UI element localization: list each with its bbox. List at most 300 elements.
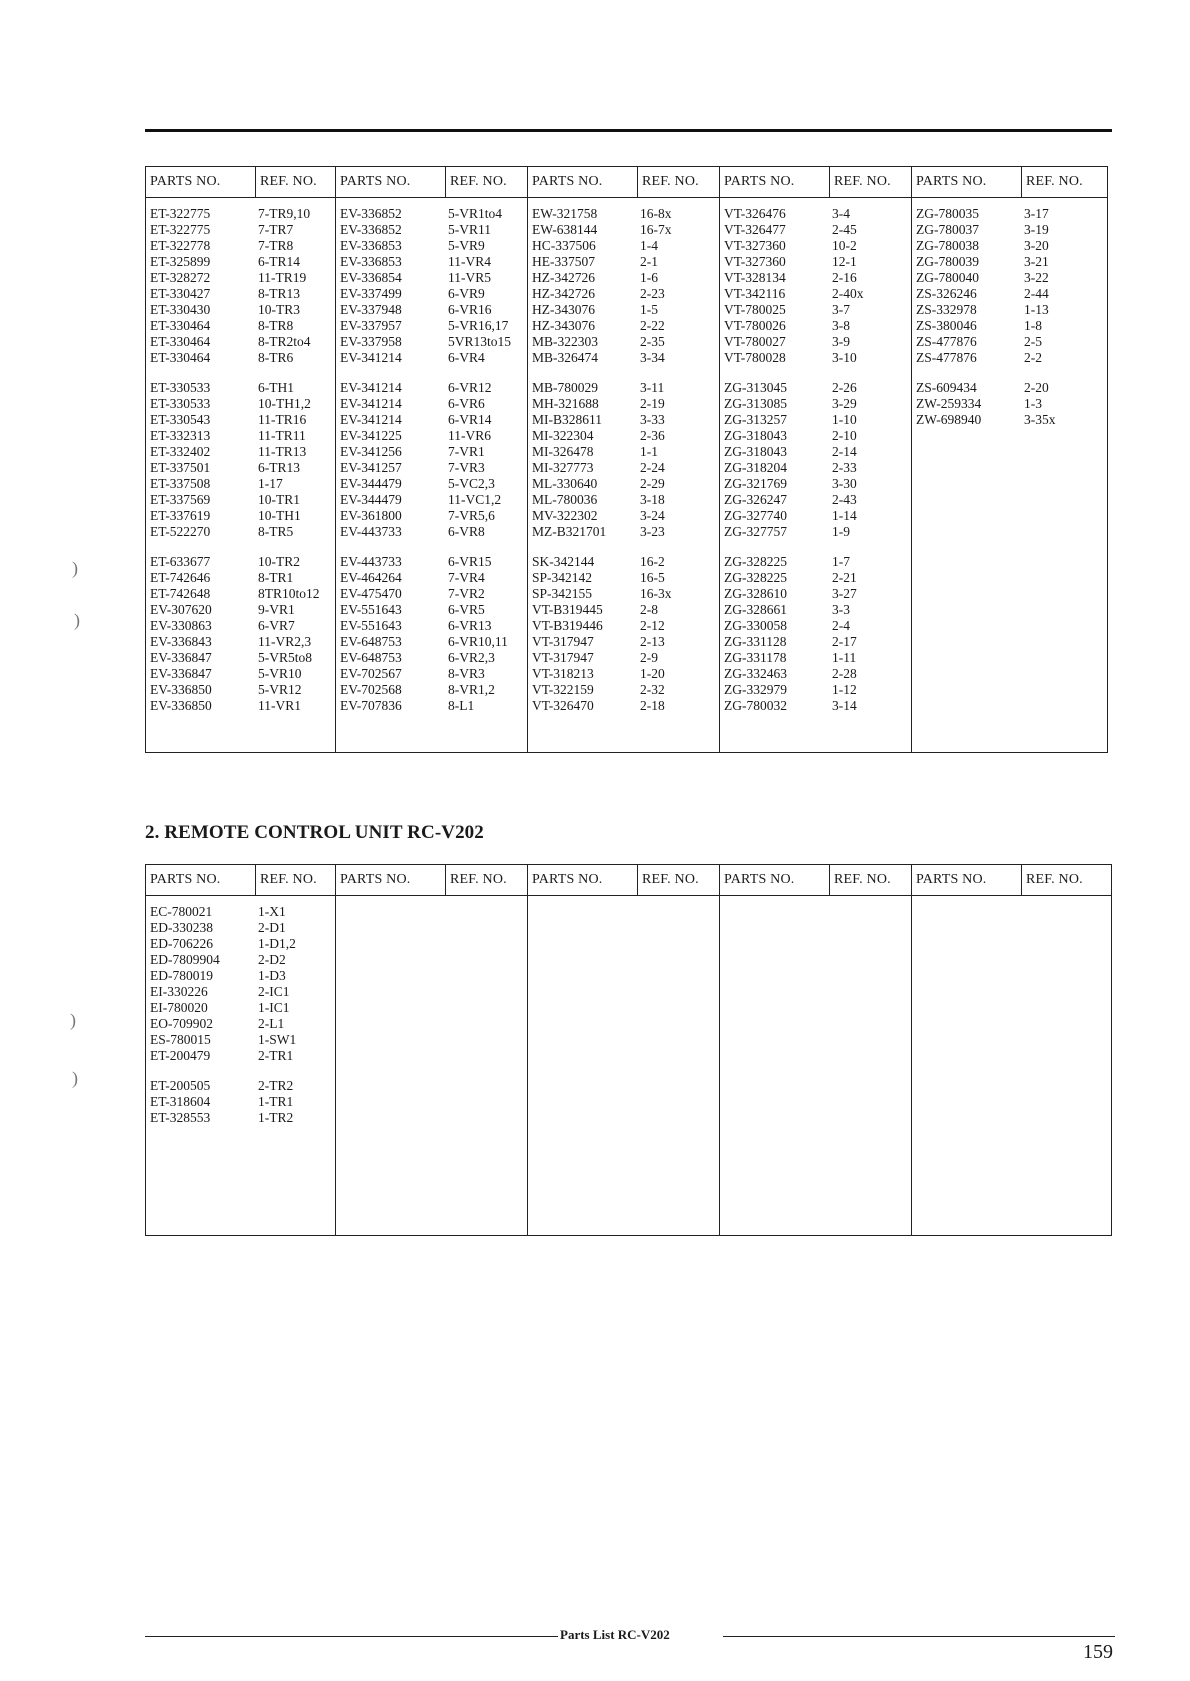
- ref-no: 3-29: [832, 396, 857, 411]
- table-row: [340, 380, 527, 396]
- margin-punch-mark: ): [74, 610, 80, 630]
- parts-no: EV-702567: [340, 666, 402, 681]
- table-row: [340, 492, 527, 508]
- parts-no: VT-317947: [532, 650, 594, 665]
- ref-no: 11-TR13: [258, 444, 307, 459]
- parts-no: EV-702568: [340, 682, 402, 697]
- parts-no: ZG-313257: [724, 412, 787, 427]
- parts-no: ZG-318204: [724, 460, 787, 475]
- ref-no: 1-8: [1024, 318, 1042, 333]
- parts-no: ZS-477876: [916, 334, 977, 349]
- parts-no: ET-330464: [150, 334, 211, 349]
- ref-no: 5-VR1to4: [448, 206, 502, 221]
- parts-no: ZG-780037: [916, 222, 979, 237]
- parts-no: ET-332313: [150, 428, 211, 443]
- ref-no: 2-13: [640, 634, 665, 649]
- table-row: [340, 698, 527, 714]
- table-row: [724, 350, 911, 366]
- ref-no: 8-TR5: [258, 524, 294, 539]
- parts-no: ET-322778: [150, 238, 211, 253]
- ref-no: 12-1: [832, 254, 857, 269]
- table-row: [150, 698, 335, 714]
- ref-no: 7-VR1: [448, 444, 485, 459]
- table-row: [724, 682, 911, 698]
- parts-no: EV-344479: [340, 492, 402, 507]
- parts-no: ET-337508: [150, 476, 211, 491]
- ref-no: 7-VR3: [448, 460, 485, 475]
- table-row: [150, 1094, 335, 1110]
- parts-no: EI-780020: [150, 1000, 208, 1015]
- page-number: 159: [1083, 1641, 1113, 1663]
- ref-no: 11-VC1,2: [448, 492, 502, 507]
- table-row: [724, 602, 911, 618]
- parts-no: ZG-780040: [916, 270, 979, 285]
- parts-no: EV-336850: [150, 682, 212, 697]
- ref-no: 2-32: [640, 682, 665, 697]
- ref-no: 1-11: [832, 650, 857, 665]
- parts-no: EV-341225: [340, 428, 402, 443]
- parts-no: ET-330533: [150, 380, 211, 395]
- table-row: [532, 428, 719, 444]
- ref-no: 11-VR4: [448, 254, 491, 269]
- table-row: [532, 476, 719, 492]
- parts-no: EV-336847: [150, 650, 212, 665]
- table-row: [340, 350, 527, 366]
- table-row: [150, 206, 335, 222]
- ref-no: 16-3x: [640, 586, 672, 601]
- ref-no: 2-12: [640, 618, 665, 633]
- ref-no: 6-TH1: [258, 380, 294, 395]
- parts-no: ED-330238: [150, 920, 213, 935]
- ref-no: 6-TR14: [258, 254, 300, 269]
- ref-no: 3-8: [832, 318, 850, 333]
- parts-no: ET-318604: [150, 1094, 211, 1109]
- ref-no: 1-D3: [258, 968, 286, 983]
- parts-no: ET-330464: [150, 318, 211, 333]
- ref-no: 3-17: [1024, 206, 1049, 221]
- parts-no: EV-361800: [340, 508, 402, 523]
- table-row: [150, 968, 335, 984]
- header-parts-no: PARTS NO.: [528, 167, 638, 198]
- ref-no: 11-VR1: [258, 698, 301, 713]
- table-row: [150, 936, 335, 952]
- parts-no: ED-7809904: [150, 952, 220, 967]
- parts-no: ED-780019: [150, 968, 213, 983]
- ref-no: 5-VC2,3: [448, 476, 495, 491]
- ref-no: 3-14: [832, 698, 857, 713]
- row-group: [150, 380, 335, 540]
- table-row: [724, 286, 911, 302]
- parts-no: ET-322775: [150, 206, 211, 221]
- ref-no: 2-23: [640, 286, 665, 301]
- parts-no: ET-633677: [150, 554, 211, 569]
- parts-no: ZG-332979: [724, 682, 787, 697]
- table-row: [916, 396, 1107, 412]
- header-parts-no: PARTS NO.: [912, 865, 1022, 896]
- parts-no: EV-344479: [340, 476, 402, 491]
- ref-no: 1-SW1: [258, 1032, 297, 1047]
- parts-no: EW-638144: [532, 222, 598, 237]
- parts-no: EV-443733: [340, 524, 402, 539]
- table-row: [340, 222, 527, 238]
- header-ref-no: REF. NO.: [638, 865, 720, 896]
- parts-no: VT-328134: [724, 270, 786, 285]
- ref-no: 1-3: [1024, 396, 1042, 411]
- parts-no: ET-330464: [150, 350, 211, 365]
- parts-no: ML-780036: [532, 492, 598, 507]
- ref-no: 2-29: [640, 476, 665, 491]
- column-block: [146, 896, 336, 1236]
- table-row: [150, 350, 335, 366]
- ref-no: 16-8x: [640, 206, 672, 221]
- table-row: [532, 682, 719, 698]
- ref-no: 1-IC1: [258, 1000, 290, 1015]
- parts-no: EV-337958: [340, 334, 402, 349]
- parts-no: VT-326476: [724, 206, 786, 221]
- ref-no: 8-VR1,2: [448, 682, 495, 697]
- table-row: [916, 286, 1107, 302]
- ref-no: 10-TR1: [258, 492, 300, 507]
- parts-no: EV-307620: [150, 602, 212, 617]
- table-row: [916, 254, 1107, 270]
- table-row: [724, 634, 911, 650]
- table-row: [532, 254, 719, 270]
- parts-no: HE-337507: [532, 254, 595, 269]
- table-row: [340, 334, 527, 350]
- table-row: [532, 206, 719, 222]
- parts-no: SK-342144: [532, 554, 595, 569]
- ref-no: 2-40x: [832, 286, 864, 301]
- table-row: [340, 618, 527, 634]
- ref-no: 10-TH1: [258, 508, 301, 523]
- table-row: [340, 206, 527, 222]
- ref-no: 3-18: [640, 492, 665, 507]
- ref-no: 3-4: [832, 206, 850, 221]
- table-row: [340, 270, 527, 286]
- table-row: [150, 508, 335, 524]
- ref-no: 3-19: [1024, 222, 1049, 237]
- parts-no: ML-330640: [532, 476, 598, 491]
- row-group: [150, 554, 335, 714]
- parts-no: VT-780027: [724, 334, 786, 349]
- parts-no: ZS-609434: [916, 380, 977, 395]
- ref-no: 7-TR8: [258, 238, 294, 253]
- ref-no: 2-9: [640, 650, 658, 665]
- table-row: [150, 570, 335, 586]
- table-row: [340, 586, 527, 602]
- column-block: [720, 198, 912, 753]
- table-row: [150, 254, 335, 270]
- table-row: [724, 270, 911, 286]
- parts-no: ET-328553: [150, 1110, 211, 1125]
- ref-no: 3-35x: [1024, 412, 1056, 427]
- ref-no: 2-TR2: [258, 1078, 294, 1093]
- parts-no: ET-522270: [150, 524, 211, 539]
- table-row: [724, 380, 911, 396]
- ref-no: 2-44: [1024, 286, 1049, 301]
- ref-no: 1-1: [640, 444, 658, 459]
- ref-no: 1-13: [1024, 302, 1049, 317]
- ref-no: 7-VR5,6: [448, 508, 495, 523]
- table-row: [532, 460, 719, 476]
- table-row: [150, 238, 335, 254]
- ref-no: 1-14: [832, 508, 857, 523]
- table-row: [340, 524, 527, 540]
- margin-punch-mark: ): [70, 1010, 76, 1030]
- parts-no: EV-443733: [340, 554, 402, 569]
- table-row: [724, 206, 911, 222]
- ref-no: 1-17: [258, 476, 283, 491]
- section-title: 2. REMOTE CONTROL UNIT RC-V202: [145, 822, 484, 843]
- header-parts-no: PARTS NO.: [528, 865, 638, 896]
- ref-no: 11-TR16: [258, 412, 307, 427]
- ref-no: 1-4: [640, 238, 658, 253]
- table-row: [340, 444, 527, 460]
- ref-no: 1-TR2: [258, 1110, 294, 1125]
- ref-no: 2-26: [832, 380, 857, 395]
- table-row: [724, 666, 911, 682]
- parts-no: EV-336853: [340, 254, 402, 269]
- parts-no: ZG-780039: [916, 254, 979, 269]
- parts-no: EV-341257: [340, 460, 402, 475]
- parts-no: SP-342155: [532, 586, 593, 601]
- table-row: [150, 920, 335, 936]
- table-row: [150, 492, 335, 508]
- table-row: [150, 904, 335, 920]
- parts-no: MV-322302: [532, 508, 598, 523]
- parts-no: ET-322775: [150, 222, 211, 237]
- ref-no: 11-VR2,3: [258, 634, 312, 649]
- table-row: [724, 508, 911, 524]
- parts-no: ET-742648: [150, 586, 211, 601]
- table-row: [916, 206, 1107, 222]
- column-block: [336, 198, 528, 753]
- table-row: [150, 634, 335, 650]
- ref-no: 2-16: [832, 270, 857, 285]
- ref-no: 2-IC1: [258, 984, 290, 999]
- parts-no: ZW-259334: [916, 396, 982, 411]
- parts-no: EV-648753: [340, 650, 402, 665]
- table-row: [340, 682, 527, 698]
- table-row: [916, 350, 1107, 366]
- row-group: [340, 554, 527, 714]
- parts-no: ZG-327757: [724, 524, 787, 539]
- parts-no: EV-336847: [150, 666, 212, 681]
- table-row: [150, 476, 335, 492]
- table-row: [724, 334, 911, 350]
- parts-no: MI-327773: [532, 460, 594, 475]
- table-row: [916, 318, 1107, 334]
- row-group: [340, 380, 527, 540]
- ref-no: 6-VR4: [448, 350, 485, 365]
- header-parts-no: PARTS NO.: [336, 167, 446, 198]
- ref-no: 5-VR12: [258, 682, 302, 697]
- row-group: [724, 206, 911, 366]
- parts-no: EV-464264: [340, 570, 402, 585]
- parts-no: EV-336852: [340, 206, 402, 221]
- footer-rule-right: [723, 1636, 1115, 1637]
- ref-no: 2-36: [640, 428, 665, 443]
- ref-no: 7-VR2: [448, 586, 485, 601]
- header-ref-no: REF. NO.: [446, 865, 528, 896]
- footer-text: Parts List RC-V202: [560, 1627, 670, 1642]
- table-row: [150, 952, 335, 968]
- parts-no: ZG-328225: [724, 554, 787, 569]
- ref-no: 2-1: [640, 254, 658, 269]
- header-ref-no: REF. NO.: [830, 167, 912, 198]
- table-row: [150, 650, 335, 666]
- ref-no: 6-VR16: [448, 302, 492, 317]
- table-row: [916, 270, 1107, 286]
- ref-no: 5-VR11: [448, 222, 491, 237]
- row-group: [150, 1078, 335, 1126]
- ref-no: 5VR13to15: [448, 334, 512, 349]
- ref-no: 6-TR13: [258, 460, 300, 475]
- ref-no: 8-L1: [448, 698, 475, 713]
- header-parts-no: PARTS NO.: [720, 865, 830, 896]
- ref-no: 2-21: [832, 570, 857, 585]
- ref-no: 6-VR13: [448, 618, 492, 633]
- table-row: [724, 238, 911, 254]
- ref-no: 8-TR13: [258, 286, 300, 301]
- ref-no: 2-D2: [258, 952, 286, 967]
- ref-no: 11-TR11: [258, 428, 306, 443]
- ref-no: 9-VR1: [258, 602, 295, 617]
- table-row: [340, 254, 527, 270]
- table-row: [150, 666, 335, 682]
- table-row: [150, 1048, 335, 1064]
- table-row: [340, 318, 527, 334]
- parts-no: ET-337501: [150, 460, 211, 475]
- ref-no: 2-8: [640, 602, 658, 617]
- table-row: [532, 618, 719, 634]
- parts-no: ZG-330058: [724, 618, 787, 633]
- ref-no: 1-5: [640, 302, 658, 317]
- table-row: [150, 602, 335, 618]
- table-row: [916, 334, 1107, 350]
- table-row: [340, 666, 527, 682]
- parts-no: EV-648753: [340, 634, 402, 649]
- parts-no: ET-200505: [150, 1078, 211, 1093]
- header-parts-no: PARTS NO.: [336, 865, 446, 896]
- parts-no: ZG-328225: [724, 570, 787, 585]
- ref-no: 5-VR10: [258, 666, 302, 681]
- ref-no: 8-TR2to4: [258, 334, 311, 349]
- parts-no: ZG-780038: [916, 238, 979, 253]
- parts-no: HZ-343076: [532, 318, 595, 333]
- parts-no: ZG-321769: [724, 476, 787, 491]
- parts-no: MI-326478: [532, 444, 594, 459]
- ref-no: 1-9: [832, 524, 850, 539]
- parts-no: HC-337506: [532, 238, 596, 253]
- table-row: [150, 460, 335, 476]
- ref-no: 7-TR9,10: [258, 206, 311, 221]
- table-row: [724, 460, 911, 476]
- table-row: [340, 238, 527, 254]
- table-row: [532, 634, 719, 650]
- parts-no: HZ-342726: [532, 270, 595, 285]
- ref-no: 2-24: [640, 460, 665, 475]
- parts-no: SP-342142: [532, 570, 593, 585]
- parts-no: ZS-332978: [916, 302, 977, 317]
- parts-table-remote-control: [145, 864, 1112, 1236]
- table-row: [150, 1032, 335, 1048]
- parts-no: EV-336854: [340, 270, 402, 285]
- parts-no: ET-337569: [150, 492, 211, 507]
- column-block: [912, 896, 1112, 1236]
- ref-no: 3-3: [832, 602, 850, 617]
- parts-no: EV-330863: [150, 618, 212, 633]
- table-row: [532, 444, 719, 460]
- ref-no: 2-45: [832, 222, 857, 237]
- table-row: [916, 380, 1107, 396]
- ref-no: 1-12: [832, 682, 857, 697]
- parts-no: EV-341214: [340, 396, 402, 411]
- table-row: [532, 492, 719, 508]
- ref-no: 8-TR1: [258, 570, 294, 585]
- header-ref-no: REF. NO.: [446, 167, 528, 198]
- ref-no: 3-22: [1024, 270, 1049, 285]
- parts-no: EW-321758: [532, 206, 598, 221]
- parts-no: EV-341214: [340, 380, 402, 395]
- parts-no: VT-780026: [724, 318, 786, 333]
- table-row: [532, 650, 719, 666]
- parts-no: VT-318213: [532, 666, 594, 681]
- parts-no: ZG-313045: [724, 380, 787, 395]
- ref-no: 6-VR9: [448, 286, 485, 301]
- margin-punch-mark: ): [72, 1068, 78, 1088]
- ref-no: 16-5: [640, 570, 665, 585]
- parts-no: ZG-318043: [724, 428, 787, 443]
- table-row: [724, 428, 911, 444]
- parts-table-main: [145, 166, 1108, 753]
- ref-no: 2-10: [832, 428, 857, 443]
- parts-no: ZS-380046: [916, 318, 977, 333]
- table-row: [150, 444, 335, 460]
- ref-no: 6-VR10,11: [448, 634, 508, 649]
- ref-no: 3-9: [832, 334, 850, 349]
- header-parts-no: PARTS NO.: [720, 167, 830, 198]
- column-block: [336, 896, 528, 1236]
- parts-no: VT-780028: [724, 350, 786, 365]
- ref-no: 2-43: [832, 492, 857, 507]
- parts-no: ET-330430: [150, 302, 211, 317]
- parts-no: HZ-342726: [532, 286, 595, 301]
- parts-no: EV-336850: [150, 698, 212, 713]
- parts-no: ZG-328610: [724, 586, 787, 601]
- parts-no: ET-330427: [150, 286, 211, 301]
- ref-no: 2-22: [640, 318, 665, 333]
- parts-no: ET-330543: [150, 412, 211, 427]
- row-group: [340, 206, 527, 366]
- row-group: [724, 554, 911, 714]
- ref-no: 6-VR14: [448, 412, 492, 427]
- ref-no: 8-VR3: [448, 666, 485, 681]
- ref-no: 10-TR2: [258, 554, 300, 569]
- table-row: [532, 350, 719, 366]
- table-row: [150, 1016, 335, 1032]
- parts-no: HZ-343076: [532, 302, 595, 317]
- ref-no: 1-20: [640, 666, 665, 681]
- ref-no: 7-VR4: [448, 570, 485, 585]
- ref-no: 1-7: [832, 554, 850, 569]
- table-row: [150, 618, 335, 634]
- table-row: [532, 412, 719, 428]
- margin-punch-mark: ): [72, 558, 78, 578]
- parts-no: VT-326477: [724, 222, 786, 237]
- table-row: [532, 554, 719, 570]
- ref-no: 5-VR16,17: [448, 318, 509, 333]
